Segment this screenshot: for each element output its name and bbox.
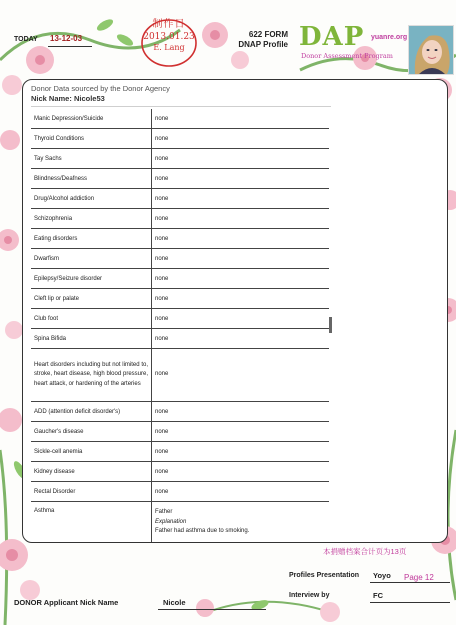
nick-name-label: Nick Name:: [31, 94, 72, 104]
table-row: [31, 482, 329, 502]
form-number: 622 FORM: [248, 30, 288, 39]
agency-header: [31, 84, 170, 104]
interview-by-label: Interview by: [289, 592, 330, 599]
table-row: [31, 329, 329, 349]
condition-answer: none: [152, 249, 330, 269]
today-date: 13-12-03: [50, 34, 83, 43]
stamp-date: 2013.01.23: [143, 31, 195, 42]
condition-answer: none: [152, 129, 330, 149]
donor-nick-name-label: DONOR Applicant Nick Name: [14, 598, 119, 607]
condition-name: Blindness/Deafness: [31, 169, 152, 189]
condition-answer: none: [152, 462, 330, 482]
table-row: [31, 402, 329, 422]
condition-name: Heart disorders including but not limited to, stroke, heart disease, high blood pressure, heart attack, or hardening of the arteries: [34, 362, 148, 387]
table-row: [31, 289, 329, 309]
table-row: [31, 462, 329, 482]
condition-name: Epilepsy/Seizure disorder: [31, 269, 152, 289]
logo-suffix: yuanre.org: [371, 34, 408, 41]
table-row: [31, 269, 329, 289]
donor-data-panel: [22, 79, 448, 543]
table-row: [31, 349, 329, 402]
condition-name: Sickle-cell anemia: [31, 442, 152, 462]
table-row: [31, 442, 329, 462]
agency-divider: [31, 106, 331, 107]
table-row: [31, 169, 329, 189]
condition-answer: none: [152, 349, 330, 402]
page-summary: 本捐赠档案合计页为13页: [323, 547, 407, 556]
condition-answer: none: [152, 169, 330, 189]
condition-answer: none: [152, 289, 330, 309]
table-row: [31, 209, 329, 229]
today-label: TODAY: [14, 36, 38, 43]
dap-logo: [299, 22, 408, 60]
condition-answer: none: [152, 209, 330, 229]
stamp-signature: E. Lang: [153, 42, 185, 52]
scrollbar-thumb[interactable]: [329, 317, 332, 333]
condition-name: Manic Depression/Suicide: [31, 109, 152, 129]
condition-name: Rectal Disorder: [31, 482, 152, 502]
table-row: [31, 149, 329, 169]
condition-answer: none: [152, 229, 330, 249]
condition-name: Club foot: [31, 309, 152, 329]
agency-heading: Donor Data sourced by the Donor Agency: [31, 84, 170, 93]
form-identifier: [226, 30, 288, 49]
donor-portrait-icon: [409, 26, 453, 74]
condition-name: Tay Sachs: [31, 149, 152, 169]
interview-by-value: FC: [373, 591, 383, 600]
donor-nick-name-value: Nicole: [163, 598, 186, 607]
table-row: [31, 129, 329, 149]
condition-answer: none: [152, 482, 330, 502]
condition-name: Asthma: [31, 502, 152, 544]
profiles-presentation-value: Yoyo: [373, 571, 391, 580]
condition-name: Cleft lip or palate: [31, 289, 152, 309]
condition-name: Kidney disease: [31, 462, 152, 482]
nick-name-value: Nicole53: [73, 94, 105, 104]
table-row: [31, 422, 329, 442]
condition-answer: none: [152, 422, 330, 442]
condition-name: Eating disorders: [31, 229, 152, 249]
condition-name: Dwarfism: [31, 249, 152, 269]
condition-name: ADD (attention deficit disorder's): [31, 402, 152, 422]
logo-main: DAP: [299, 22, 365, 52]
donor-underline: [158, 609, 266, 610]
table-row: [31, 249, 329, 269]
condition-name: Gaucher's disease: [31, 422, 152, 442]
condition-answer-detail: Father had asthma due to smoking.: [155, 528, 250, 535]
condition-name: Spina Bifida: [31, 329, 152, 349]
table-row: [31, 189, 329, 209]
profiles-presentation-label: Profiles Presentation: [289, 572, 360, 579]
condition-answer-label: Explanation: [155, 518, 187, 525]
table-row: [31, 229, 329, 249]
table-row: [31, 109, 329, 129]
condition-answer: none: [152, 329, 330, 349]
condition-answer: none: [152, 269, 330, 289]
stamp-title: 制作日: [152, 19, 186, 30]
approval-stamp: [140, 20, 198, 52]
condition-answer: none: [152, 149, 330, 169]
table-row: [31, 309, 329, 329]
condition-name: Thyroid Conditions: [31, 129, 152, 149]
condition-answer: none: [152, 309, 330, 329]
profiles-underline: [370, 582, 450, 583]
condition-answer: none: [152, 189, 330, 209]
page-number: Page 12: [404, 573, 434, 582]
condition-answer: none: [152, 442, 330, 462]
interview-underline: [370, 602, 450, 603]
donor-photo: [408, 25, 454, 75]
condition-name: Schizophrenia: [31, 209, 152, 229]
medical-conditions-table: [31, 109, 329, 543]
logo-tagline: Donor Assessment Program: [301, 52, 393, 60]
condition-answer: none: [152, 109, 330, 129]
condition-answer: Father: [155, 509, 173, 515]
condition-answer: none: [152, 402, 330, 422]
today-underline: [48, 46, 92, 47]
table-row: [31, 502, 329, 544]
condition-name: Drug/Alcohol addiction: [31, 189, 152, 209]
form-name: DNAP Profile: [238, 39, 288, 49]
